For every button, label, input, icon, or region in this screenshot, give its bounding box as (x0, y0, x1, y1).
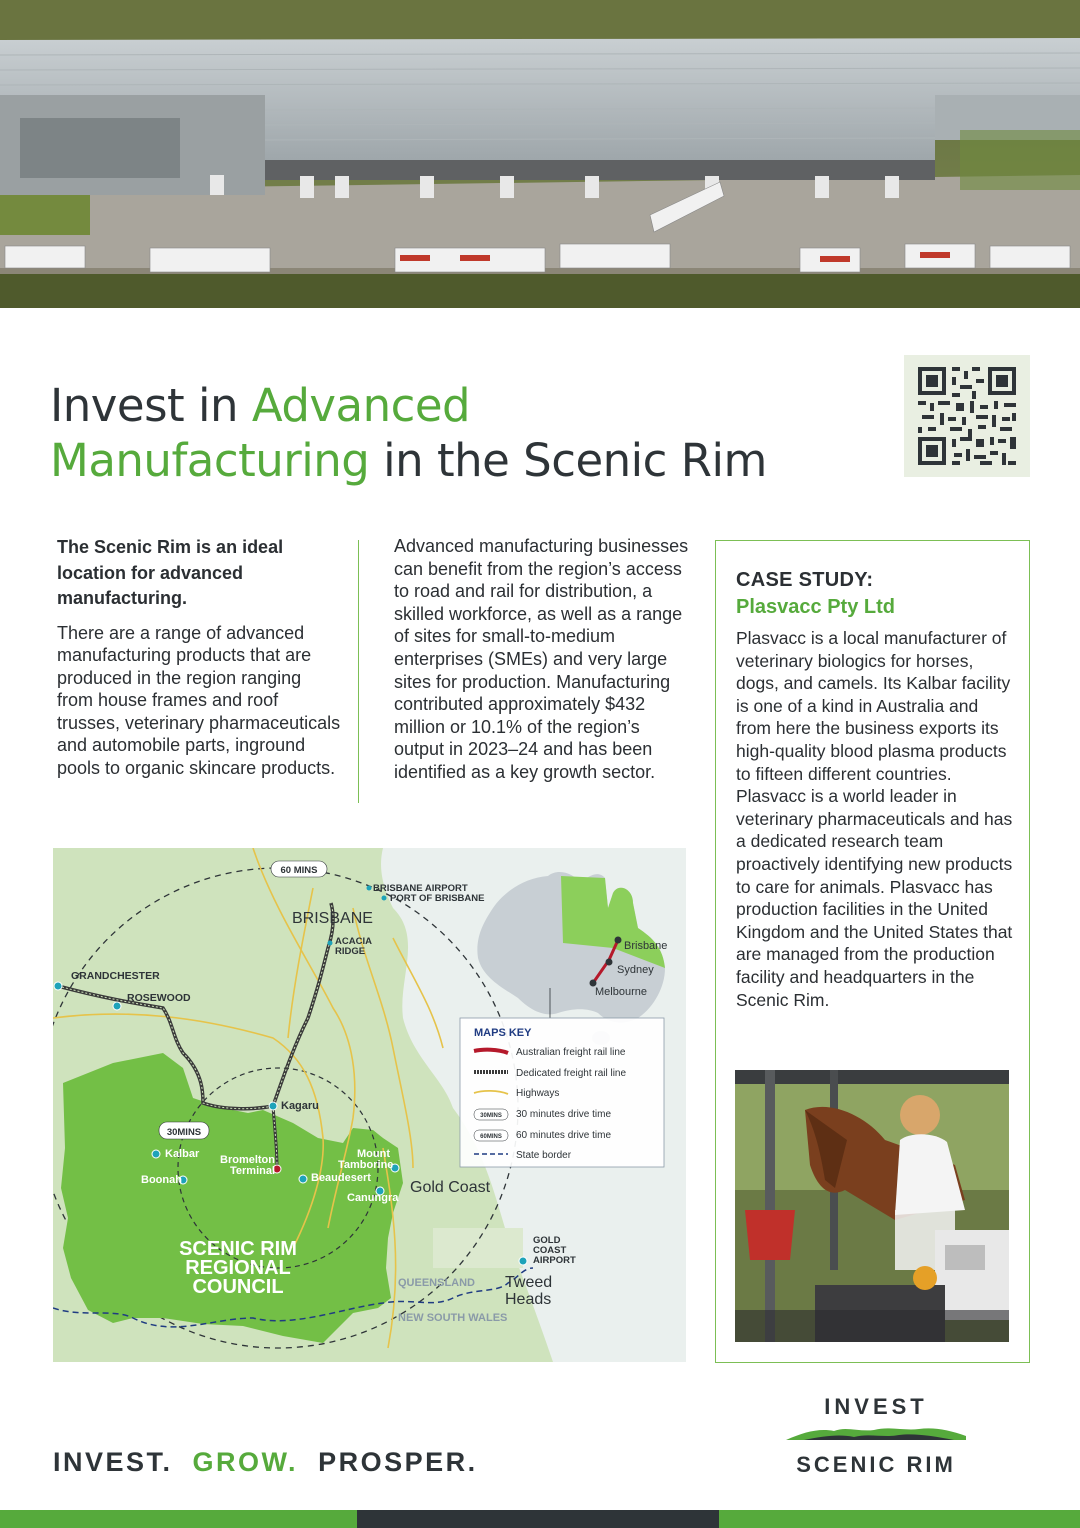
label-mount-tamborine-1: Mount (357, 1148, 390, 1160)
label-acacia-ridge-2: RIDGE (335, 946, 366, 957)
label-kagaru: Kagaru (281, 1100, 319, 1112)
footer-bar-green-left (0, 1510, 357, 1528)
case-study-box (715, 540, 1030, 1363)
logo-mountain-icon (784, 1422, 968, 1448)
logo-scenic-rim-text: SCENIC RIM (796, 1452, 956, 1477)
label-gc-airport-1: GOLD (533, 1235, 561, 1246)
key-freight-label: Australian freight rail line (516, 1047, 626, 1058)
invest-scenic-rim-logo[interactable] (784, 1392, 968, 1482)
column-divider (358, 540, 359, 803)
label-grandchester: GRANDCHESTER (71, 970, 160, 982)
qr-code[interactable] (904, 355, 1030, 477)
dot-kalbar (152, 1150, 160, 1158)
maps-key (460, 1018, 664, 1167)
footer-bar-green-right (719, 1510, 1080, 1528)
label-mount-tamborine-2: Tamborine (338, 1159, 394, 1171)
dot-rosewood (113, 1002, 121, 1010)
label-brisbane: BRISBANE (292, 910, 373, 927)
intro-lead: The Scenic Rim is an ideal location for advanced manufacturing. (57, 537, 284, 608)
label-bromelton-1: Bromelton (220, 1154, 275, 1166)
label-beaudesert: Beaudesert (311, 1172, 371, 1184)
tagline (53, 1447, 478, 1478)
label-council-2: REGIONAL (185, 1257, 291, 1279)
key-30-badge: 30MINS (480, 1113, 502, 1119)
label-council-3: COUNCIL (192, 1276, 284, 1298)
inset-label-brisbane: Brisbane (624, 940, 668, 952)
label-tweed-1: Tweed (505, 1274, 553, 1291)
case-study-company: Plasvacc Pty Ltd (736, 596, 895, 618)
key-60-label: 60 minutes drive time (516, 1130, 612, 1141)
label-queensland: QUEENSLAND (398, 1277, 476, 1289)
page-title (50, 378, 767, 488)
inset-label-sydney: Sydney (617, 964, 654, 976)
title-highlight-advanced: Advanced (251, 379, 471, 432)
label-boonah: Boonah (141, 1174, 182, 1186)
label-gc-airport-3: AIRPORT (533, 1255, 576, 1266)
benefits-body: Advanced manufacturing businesses can benefit from the region’s access to road and rail for distribution, a skilled workforce, as well as a range of sites for small-to-medium enterprises (SMEs) and very large sites for production. Manufacturing contributed approximately $432 million or 10.1% of the region’s output in 2023–24 and has been identified as a key growth sector. (394, 536, 689, 782)
tagline-grow: GROW. (192, 1447, 299, 1477)
key-border-label: State border (516, 1150, 572, 1161)
dot-grandchester (54, 982, 62, 990)
hero-photo (0, 0, 1080, 308)
logo-invest-text: INVEST (824, 1394, 928, 1419)
label-60-mins: 60 MINS (280, 865, 318, 876)
label-acacia-ridge-1: ACACIA (335, 936, 372, 947)
label-gc-airport-2: COAST (533, 1245, 567, 1256)
intro-column (57, 535, 342, 780)
case-study-label: CASE STUDY: (736, 569, 874, 591)
label-nsw: NEW SOUTH WALES (398, 1312, 508, 1324)
benefits-column (394, 535, 694, 784)
label-canungra: Canungra (347, 1192, 399, 1204)
label-brisbane-airport: BRISBANE AIRPORT (373, 883, 468, 894)
tagline-prosper: PROSPER. (318, 1447, 478, 1477)
label-tweed-2: Heads (505, 1291, 552, 1308)
label-kalbar: Kalbar (165, 1148, 200, 1160)
key-highways-label: Highways (516, 1088, 560, 1099)
title-part2: in the Scenic Rim (369, 434, 767, 487)
label-port-of-brisbane: PORT OF BRISBANE (390, 893, 485, 904)
label-bromelton-2: Terminal (230, 1165, 276, 1177)
label-gold-coast: Gold Coast (410, 1179, 491, 1196)
key-60-badge: 60MINS (480, 1134, 502, 1140)
inset-label-melbourne: Melbourne (595, 986, 647, 998)
case-study-photo (735, 1070, 1009, 1342)
case-study-body: Plasvacc is a local manufacturer of veterinary biologics for horses, dogs, and camels. Its Kalbar facility is one of a kind in Australia and from here the business exports its high-quality blood plasma products to fifteen different countries. Plasvacc is a world leader in veterinary pharmaceuticals and has a dedicated research team proactively identifying new products to care for animals. Plasvacc has production facilities in the United Kingdom and the United States that are managed from the production facility and headquarters in the Scenic Rim. (736, 628, 1013, 1010)
title-highlight-manufacturing: Manufacturing (50, 434, 370, 487)
label-council-1: SCENIC RIM (179, 1238, 297, 1260)
intro-body: There are a range of advanced manufacturing products that are produced in the region ranging from house frames and roof trusses, veterinary pharmaceuticals and automobile parts, inground pools to organic skincare products. (57, 622, 341, 779)
dot-gold-coast-airport (519, 1257, 527, 1265)
tagline-invest: INVEST. (53, 1447, 173, 1477)
key-title: MAPS KEY (474, 1027, 532, 1039)
dot-kagaru (269, 1102, 277, 1110)
regional-map (53, 848, 686, 1362)
label-rosewood: ROSEWOOD (127, 992, 191, 1004)
key-dedicated-label: Dedicated freight rail line (516, 1068, 627, 1079)
title-part1: Invest in (50, 379, 252, 432)
footer-bar-dark (357, 1510, 719, 1528)
label-30-mins: 30MINS (166, 1127, 202, 1138)
dot-beaudesert (299, 1175, 307, 1183)
key-30-label: 30 minutes drive time (516, 1109, 612, 1120)
